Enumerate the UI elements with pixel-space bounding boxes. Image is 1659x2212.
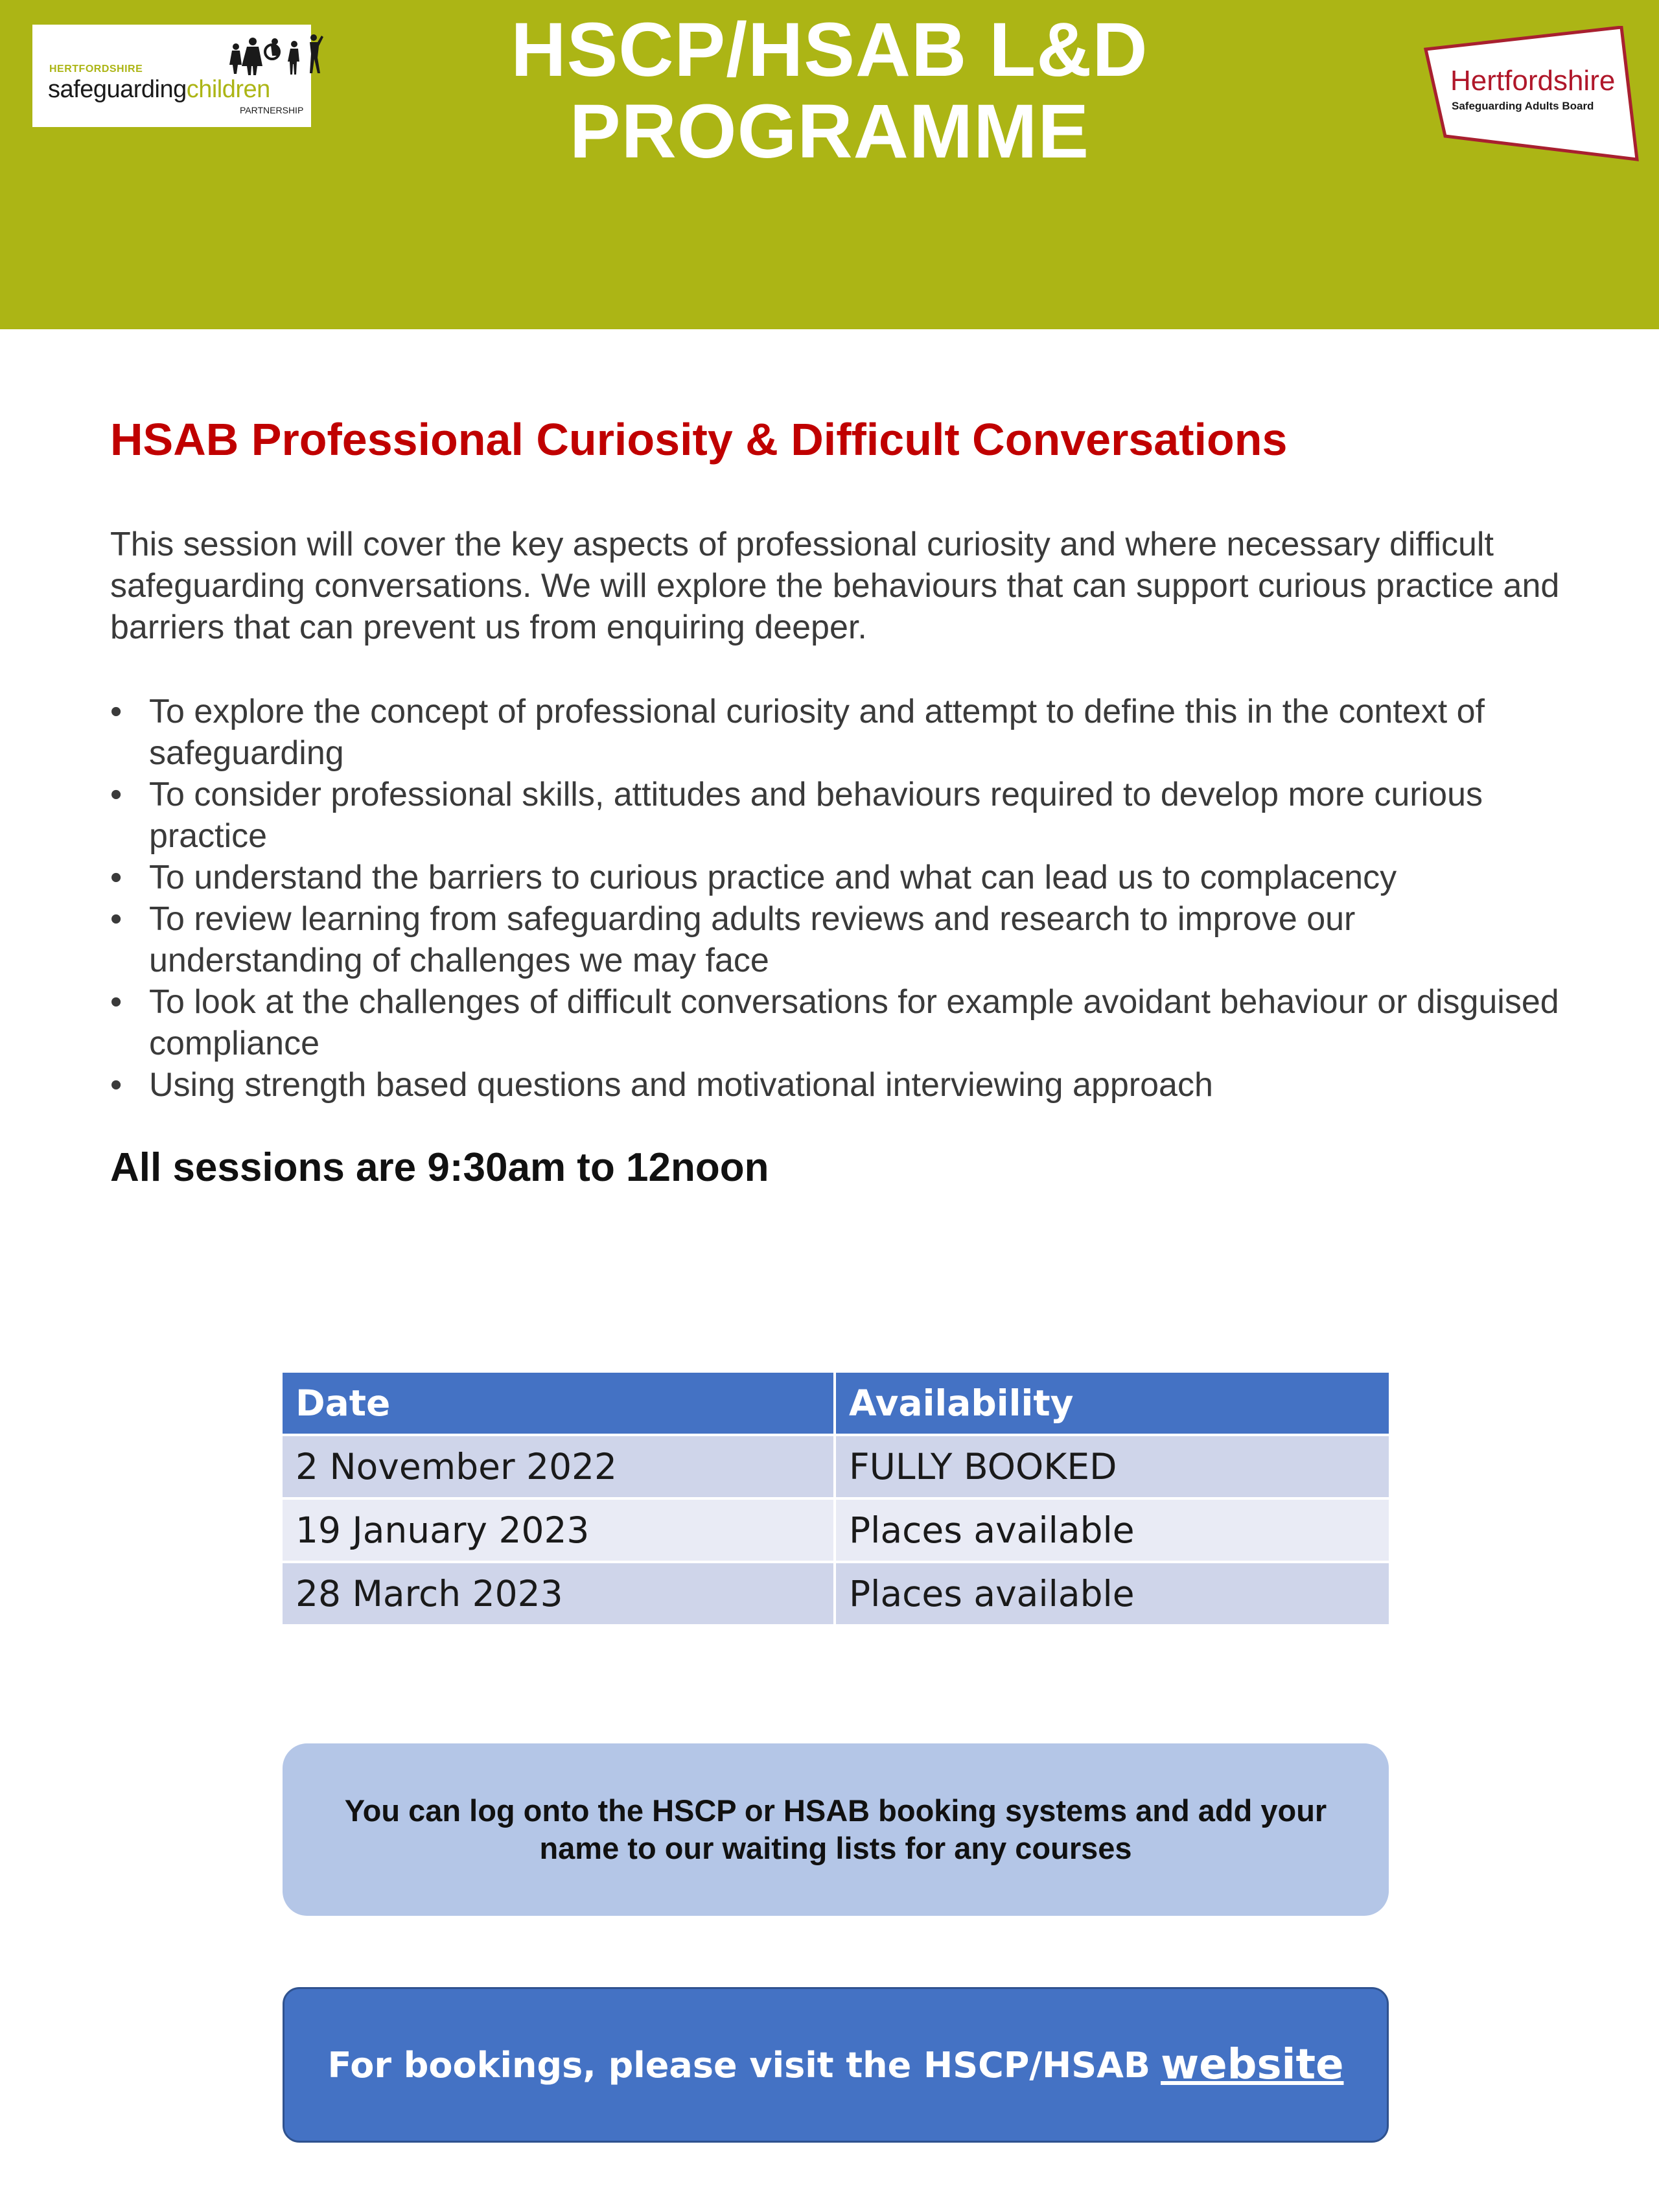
objective-item: • To review learning from safeguarding adults reviews and research to improve our understanding of challenges we may face bbox=[110, 898, 1568, 981]
column-header-date: Date bbox=[283, 1373, 836, 1436]
hsab-logo-board: Safeguarding Adults Board bbox=[1452, 100, 1594, 112]
website-link[interactable]: website bbox=[1161, 2041, 1344, 2089]
session-dates-table bbox=[283, 1373, 1389, 1627]
header-banner bbox=[0, 0, 1659, 329]
objective-item: • To explore the concept of professional curiosity and attempt to define this in the context of safeguarding bbox=[110, 691, 1568, 774]
programme-title-line1: HSCP/HSAB L&D bbox=[511, 7, 1148, 93]
hsab-logo-name: Hertfordshire bbox=[1450, 65, 1616, 97]
objectives-list bbox=[110, 691, 1568, 1106]
session-date: 2 November 2022 bbox=[283, 1436, 836, 1500]
logo-main-text: safeguardingchildren bbox=[48, 76, 270, 103]
session-availability: Places available bbox=[836, 1500, 1389, 1563]
course-title: HSAB Professional Curiosity & Difficult Conversations bbox=[110, 414, 1288, 465]
waitlist-info-box bbox=[283, 1743, 1389, 1916]
booking-banner bbox=[283, 1987, 1389, 2143]
session-availability: FULLY BOOKED bbox=[836, 1436, 1389, 1500]
table-header-row bbox=[283, 1373, 1389, 1436]
objective-item: • To look at the challenges of difficult conversations for example avoidant behaviour or disguised compliance bbox=[110, 981, 1568, 1064]
hsab-logo bbox=[1413, 26, 1640, 162]
session-date: 28 March 2023 bbox=[283, 1563, 836, 1627]
course-intro: This session will cover the key aspects of professional curiosity and where necessary difficult safeguarding conversations. We will explore the behaviours that can support curious practice and barriers that can prevent us from enquiring deeper. bbox=[110, 526, 1560, 646]
logo-sub-text: PARTNERSHIP bbox=[240, 105, 304, 115]
waitlist-info-text: You can log onto the HSCP or HSAB booking systems and add your name to our waiting lists for any courses bbox=[344, 1793, 1327, 1865]
table-row bbox=[283, 1436, 1389, 1500]
objective-item: • To understand the barriers to curious practice and what can lead us to complacency bbox=[110, 857, 1568, 898]
session-availability: Places available bbox=[836, 1563, 1389, 1627]
objective-item: • To consider professional skills, attitudes and behaviours required to develop more curious practice bbox=[110, 774, 1568, 857]
logo-small-text: HERTFORDSHIRE bbox=[49, 64, 143, 75]
sessions-time: All sessions are 9:30am to 12noon bbox=[110, 1145, 769, 1190]
session-date: 19 January 2023 bbox=[283, 1500, 836, 1563]
table-row bbox=[283, 1500, 1389, 1563]
programme-title-line2: PROGRAMME bbox=[569, 89, 1090, 174]
booking-text: For bookings, please visit the HSCP/HSAB bbox=[327, 2044, 1151, 2086]
table-row bbox=[283, 1563, 1389, 1627]
objective-item: • Using strength based questions and motivational interviewing approach bbox=[110, 1064, 1568, 1106]
programme-title bbox=[0, 9, 1659, 172]
column-header-availability: Availability bbox=[836, 1373, 1389, 1436]
